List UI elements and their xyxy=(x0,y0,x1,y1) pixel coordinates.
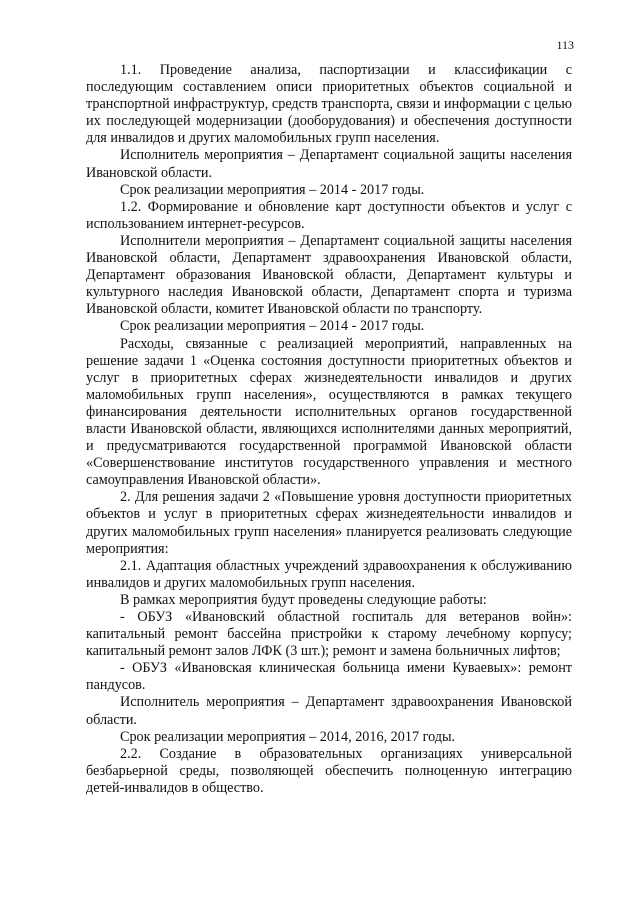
paragraph-works-hospital: - ОБУЗ «Ивановский областной госпиталь для ветеранов войн»: капитальный ремонт бассейна пристройки к старому лечебному корпусу; капитальный ремонт залов ЛФК (3 шт.); ремонт и замена больничных лифтов; xyxy=(86,609,572,660)
paragraph-executors-1-2: Исполнители мероприятия – Департамент социальной защиты населения Ивановской области, Департамент здравоохранения Ивановской области, Департамент образования Ивановской области, Департамент культуры и культурного наследия Ивановской области, Департамент спорта и туризма Ивановской области, комитет Ивановской области по транспорту. xyxy=(86,232,572,318)
paragraph-1-2: 1.2. Формирование и обновление карт доступности объектов и услуг с использованием интернет-ресурсов. xyxy=(86,198,572,232)
paragraph-2-1: 2.1. Адаптация областных учреждений здравоохранения к обслуживанию инвалидов и других маломобильных групп населения. xyxy=(86,557,572,591)
paragraph-expenses-task-1: Расходы, связанные с реализацией мероприятий, направленных на решение задачи 1 «Оценка состояния доступности приоритетных объектов и услуг в приоритетных сферах жизнедеятельности инвалидов и других маломобильных групп населения», осуществляются в рамках текущего финансирования деятельности исполнительных органов государственной власти Ивановской области, являющихся исполнителями данных мероприятий, и предусматриваются государственной программой Ивановской области «Совершенствование институтов государственного управления и местного самоуправления Ивановской области». xyxy=(86,335,572,489)
paragraph-2-2: 2.2. Создание в образовательных организациях универсальной безбарьерной среды, позволяющей обеспечить полноценную интеграцию детей-инвалидов в общество. xyxy=(86,745,572,796)
document-body xyxy=(86,62,572,797)
paragraph-1-1: 1.1. Проведение анализа, паспортизации и классификации с последующим составлением описи приоритетных объектов социальной и транспортной инфраструктур, средств транспорта, связи и информации с целью их последующей модернизации (дооборудования) и обеспечения доступности для инвалидов и других маломобильных групп населения. xyxy=(86,62,572,147)
paragraph-works-kuvaev: - ОБУЗ «Ивановская клиническая больница имени Куваевых»: ремонт пандусов. xyxy=(86,660,572,694)
page-number: 113 xyxy=(556,38,574,52)
paragraph-term-1-1: Срок реализации мероприятия – 2014 - 2017 годы. xyxy=(120,181,425,198)
paragraph-term-2-1: Срок реализации мероприятия – 2014, 2016, 2017 годы. xyxy=(120,728,456,745)
paragraph-task-2: 2. Для решения задачи 2 «Повышение уровня доступности приоритетных объектов и услуг в приоритетных сферах жизнедеятельности инвалидов и других маломобильных групп населения» планируется реализовать следующие мероприятия: xyxy=(86,489,572,557)
paragraph-executor-2-1: Исполнитель мероприятия – Департамент здравоохранения Ивановской области. xyxy=(86,694,572,728)
paragraph-works-intro: В рамках мероприятия будут проведены следующие работы: xyxy=(120,591,487,608)
paragraph-executor-1-1: Исполнитель мероприятия – Департамент социальной защиты населения Ивановской области. xyxy=(86,147,572,181)
paragraph-term-1-2: Срок реализации мероприятия – 2014 - 2017 годы. xyxy=(120,318,425,335)
